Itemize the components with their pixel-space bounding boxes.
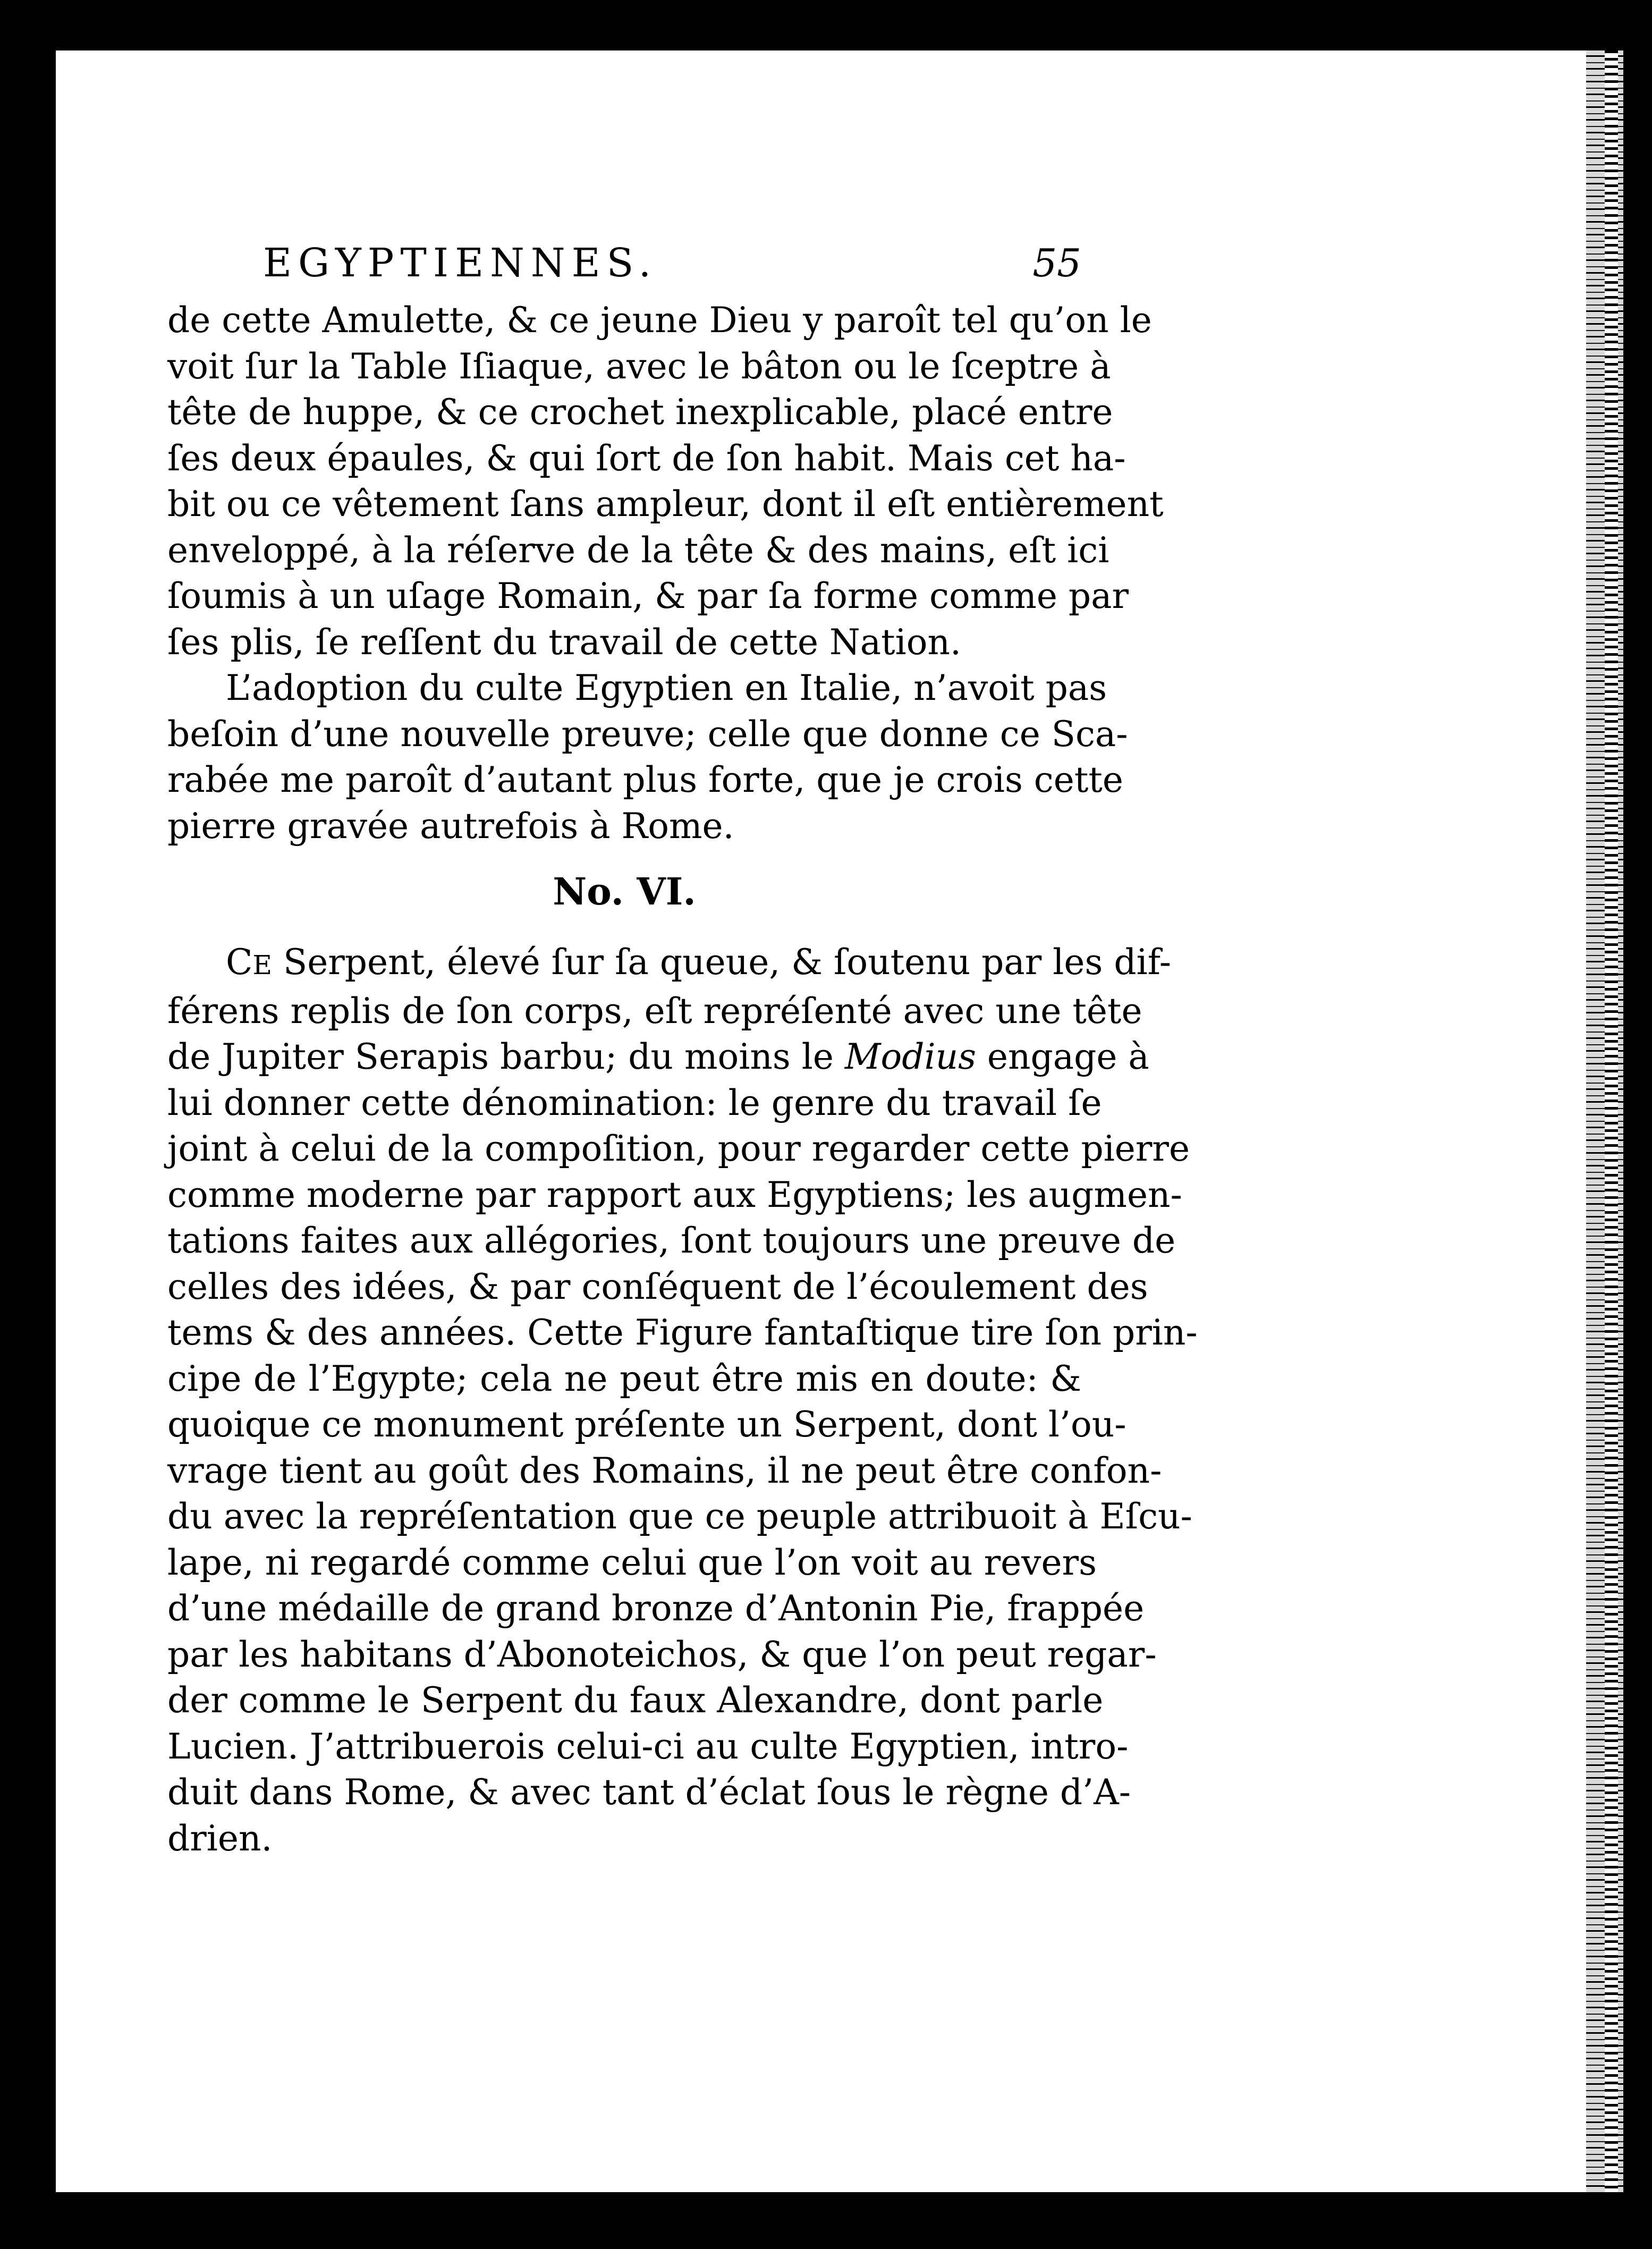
italic-term: Modius bbox=[844, 1036, 976, 1077]
drop-initial: C bbox=[226, 942, 253, 983]
text-line: der comme le Serpent du faux Alexandre, dont parle bbox=[167, 1680, 1104, 1721]
text-line: drien. bbox=[167, 1817, 273, 1859]
line-rest: Serpent, élevé ſur ſa queue, & ſoutenu par les dif- bbox=[272, 942, 1172, 983]
text-line: cipe de l’Egypte; cela ne peut être mis en doute: & bbox=[167, 1358, 1081, 1399]
page-edge-stripes bbox=[1605, 50, 1618, 2192]
text-line: tête de huppe, & ce crochet inexplicable, placé entre bbox=[167, 392, 1113, 433]
text-line: lui donner cette dénomination: le genre du travail ſe bbox=[167, 1082, 1102, 1123]
text-line: beſoin d’une nouvelle preuve; celle que donne ce Sca- bbox=[167, 713, 1128, 755]
text-line: comme moderne par rapport aux Egyptiens; les augmen- bbox=[167, 1174, 1182, 1215]
text-line: celles des idées, & par conſéquent de l’écoulement des bbox=[167, 1266, 1148, 1307]
text-line: d’une médaille de grand bronze d’Antonin Pie, frappée bbox=[167, 1588, 1145, 1629]
text-line: tems & des années. Cette Figure fantaſtique tire ſon prin- bbox=[167, 1312, 1198, 1353]
text-line: par les habitans d’Abonoteichos, & que l’on peut regar- bbox=[167, 1634, 1157, 1675]
text-line: joint à celui de la compoſition, pour regarder cette pierre bbox=[167, 1128, 1190, 1169]
text-line: voit ſur la Table Iſiaque, avec le bâton ou le ſceptre à bbox=[167, 345, 1111, 387]
small-caps: E bbox=[252, 950, 272, 980]
text-line bbox=[167, 1034, 1149, 1080]
text-line: du avec la repréſentation que ce peuple attribuoit à Eſcu- bbox=[167, 1496, 1192, 1537]
running-head bbox=[167, 234, 1081, 298]
text-block bbox=[167, 234, 1198, 1862]
paragraph-3 bbox=[167, 940, 1198, 1862]
text-line: enveloppé, à la réſerve de la tête & des mains, eſt ici bbox=[167, 529, 1109, 571]
paragraph-2 bbox=[167, 665, 1128, 849]
text-line: tations faites aux allégories, ſont toujours une preuve de bbox=[167, 1220, 1176, 1261]
text-line: ſes deux épaules, & qui ſort de ſon habit. Mais cet ha- bbox=[167, 437, 1126, 479]
text-line: vrage tient au goût des Romains, il ne peut être confon- bbox=[167, 1450, 1162, 1491]
text-line: Lucien. J’attribuerois celui-ci au culte Egyptien, intro- bbox=[167, 1726, 1129, 1767]
text-line: ſes plis, ſe reſſent du travail de cette Nation. bbox=[167, 621, 961, 663]
section-heading: No. VI. bbox=[553, 869, 696, 914]
running-title: EGYPTIENNES. bbox=[263, 240, 658, 286]
text-line: bit ou ce vêtement ſans ampleur, dont il eſt entièrement bbox=[167, 484, 1164, 525]
text-line: rabée me paroît d’autant plus forte, que je crois cette bbox=[167, 759, 1123, 800]
text-line bbox=[167, 940, 1172, 988]
text-line: quoique ce monument préſente un Serpent, dont l’ou- bbox=[167, 1404, 1126, 1445]
text-line: L’adoption du culte Egyptien en Italie, n’avoit pas bbox=[226, 667, 1107, 708]
text-line: ſoumis à un uſage Romain, & par ſa forme comme par bbox=[167, 576, 1129, 616]
text-line: férens replis de ſon corps, eſt repréſenté avec une tête bbox=[167, 990, 1142, 1032]
text-line: lape, ni regardé comme celui que l’on voit au revers bbox=[167, 1542, 1097, 1583]
text-line: duit dans Rome, & avec tant d’éclat ſous le règne d’A- bbox=[167, 1772, 1131, 1813]
page-number: 55 bbox=[1032, 241, 1081, 285]
text-line: pierre gravée autrefois à Rome. bbox=[167, 805, 734, 847]
paragraph-1 bbox=[167, 298, 1164, 665]
text-line: de cette Amulette, & ce jeune Dieu y paroît tel qu’on le bbox=[167, 300, 1152, 341]
line-start: de Jupiter Serapis barbu; du moins le bbox=[167, 1036, 845, 1077]
line-end: engage à bbox=[976, 1036, 1149, 1077]
